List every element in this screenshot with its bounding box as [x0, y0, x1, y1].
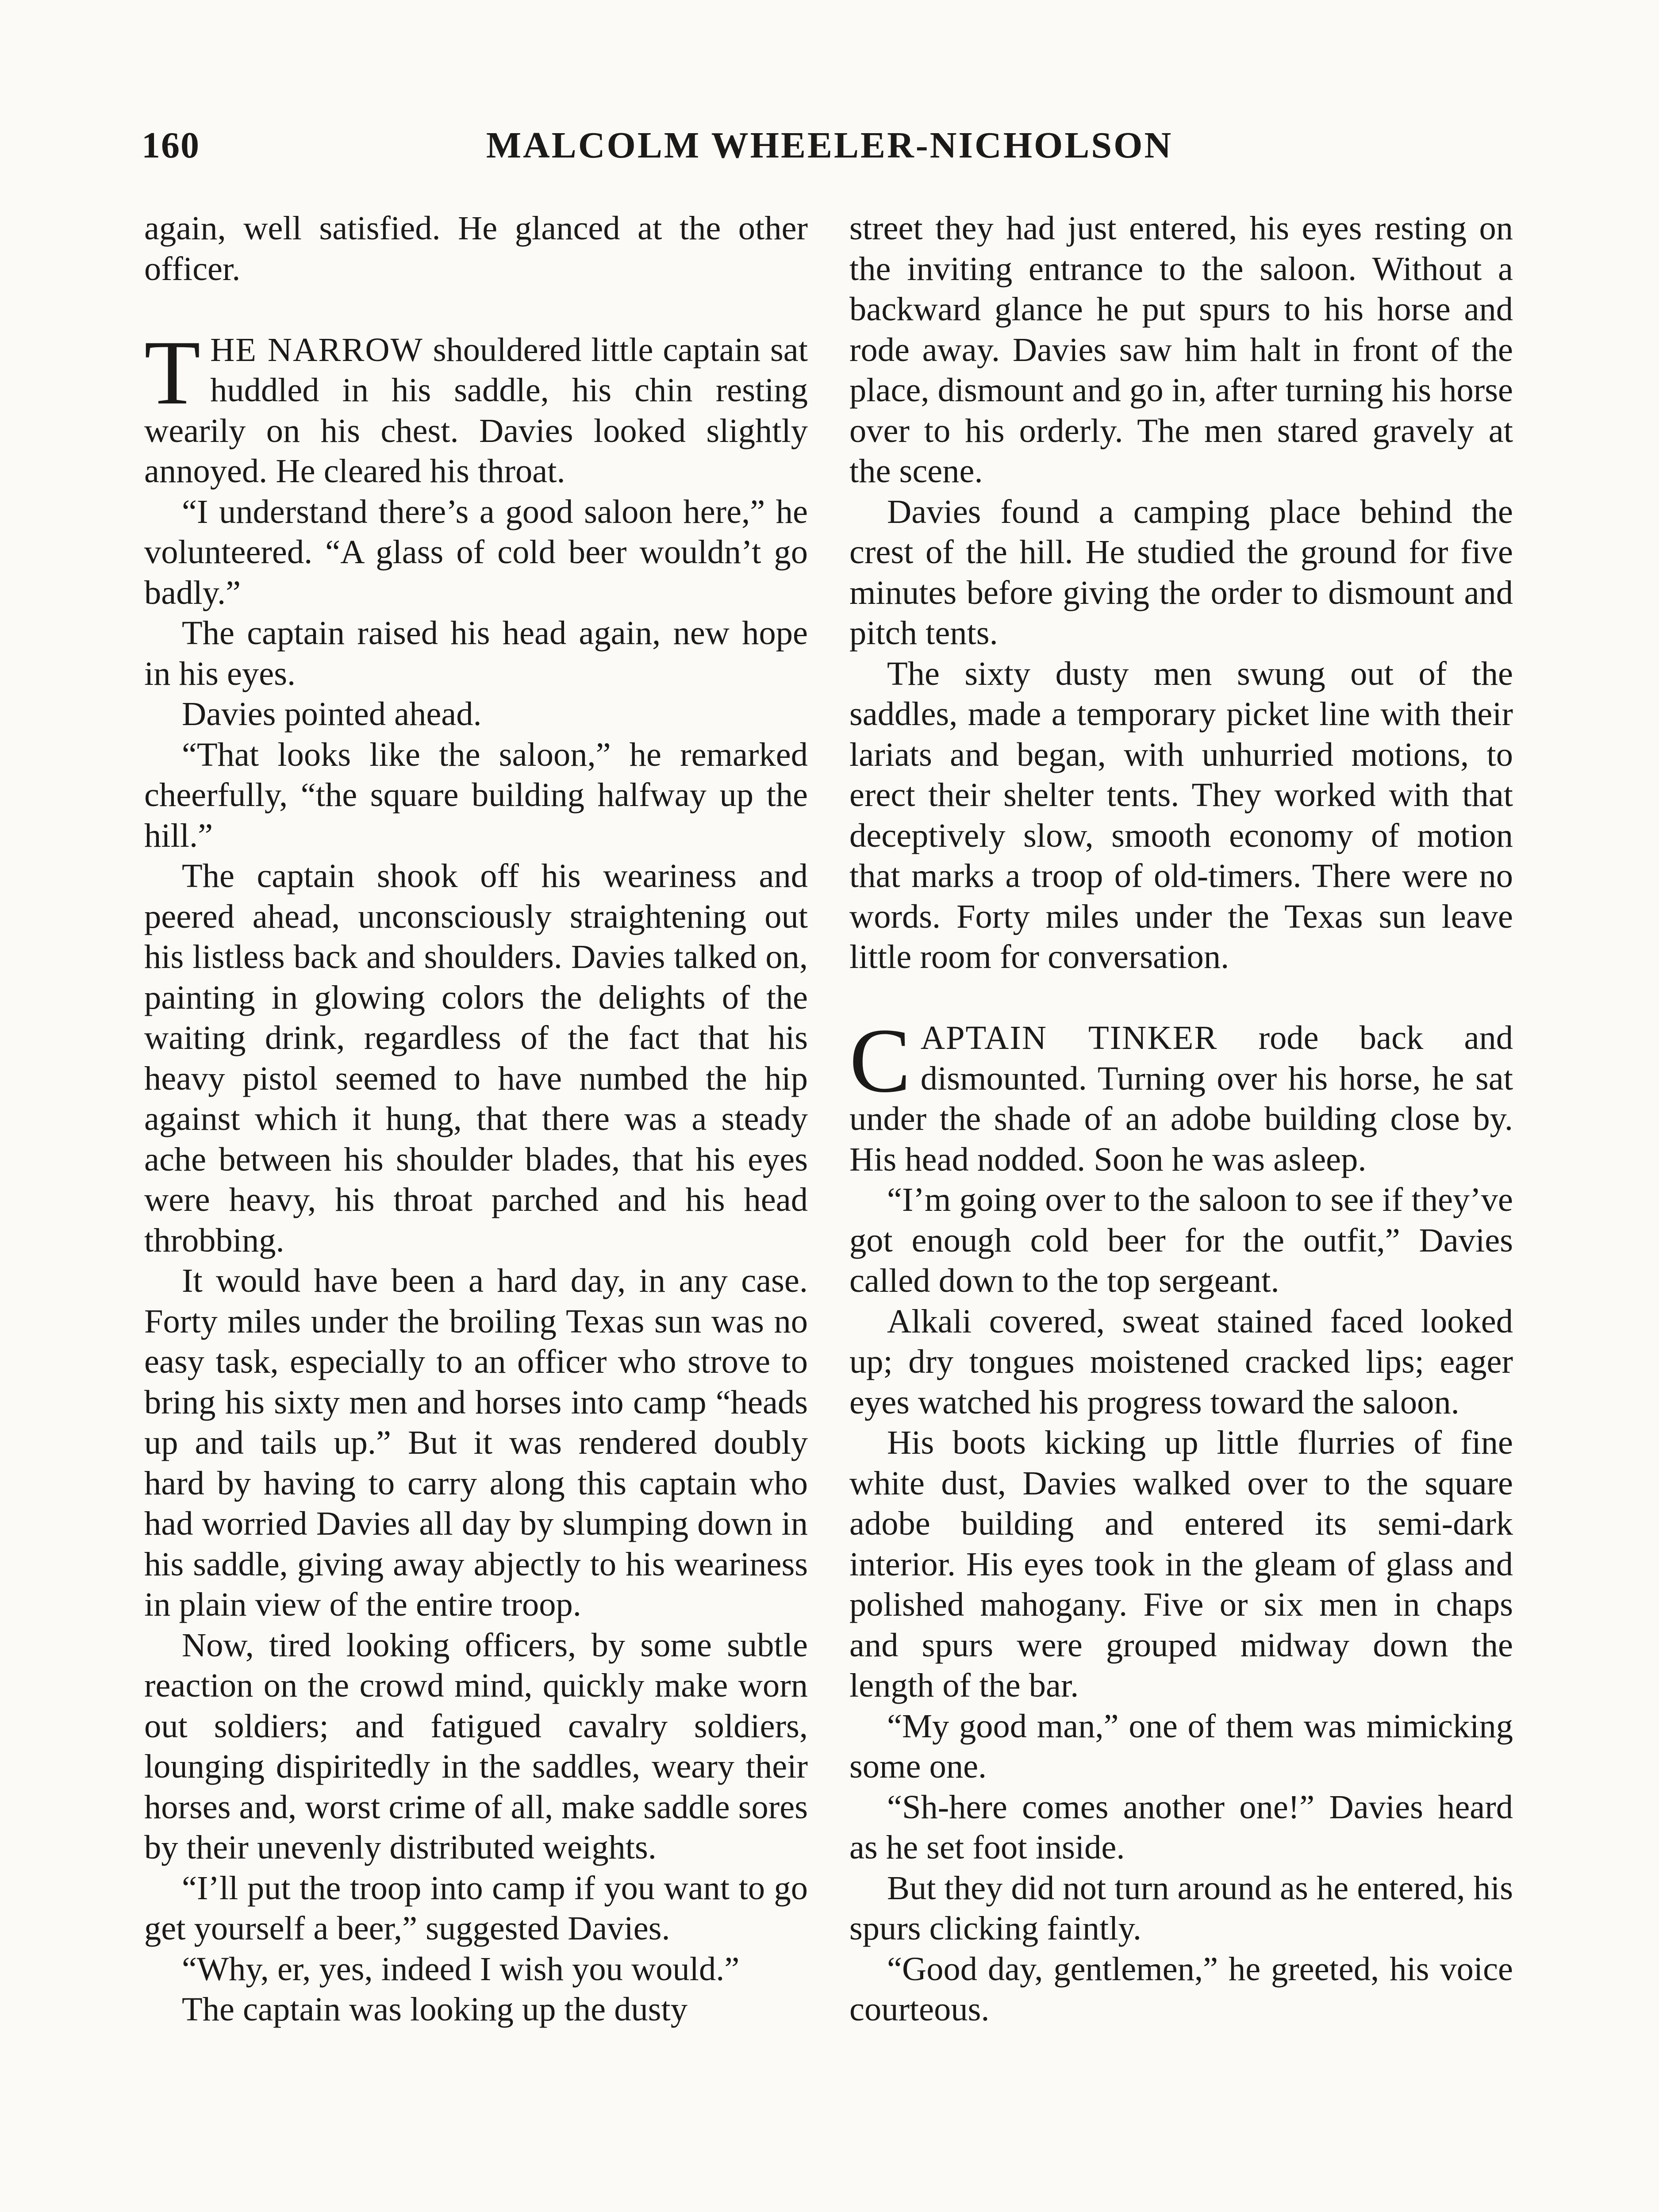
left-column: [144, 208, 808, 2030]
lead-in-caps: HE NARROW: [210, 330, 423, 369]
drop-cap: C: [849, 1010, 911, 1111]
paragraph: “Sh-here comes another one!” Davies heard as he set foot inside.: [849, 1788, 1513, 1866]
paragraph: “I’m going over to the saloon to see if they’ve got enough cold beer for the outfit,” Davies called down to the top sergeant.: [849, 1181, 1513, 1299]
paragraph: Davies found a camping place behind the crest of the hill. He studied the ground for five minutes before giving the order to dismount and pitch tents.: [849, 492, 1513, 652]
paragraph: “My good man,” one of them was mimicking some one.: [849, 1707, 1513, 1785]
paragraph: Alkali covered, sweat stained faced looked up; dry tongues moistened cracked lips; eager eyes watched his progress toward the saloon.: [849, 1302, 1513, 1421]
page-header: [142, 124, 1517, 177]
paragraph: The captain was looking up the dusty: [182, 1990, 688, 2028]
paragraph: Now, tired looking officers, by some subtle reaction on the crowd mind, quickly make worn out soldiers; and fatigued cavalry soldiers, lounging dispiritedly in the saddles, weary their horses and, worst crime of all, make saddle sores by their unevenly distributed weights.: [144, 1626, 808, 1866]
paragraph: The sixty dusty men swung out of the saddles, made a temporary picket line with their lariats and began, with unhurried motions, to erect their shelter tents. They worked with that deceptively slow, smooth economy of motion that marks a troop of old-timers. There were no words. Forty miles under the Texas sun leave little room for conversation.: [849, 654, 1513, 975]
page-number: 160: [142, 125, 200, 166]
drop-cap: T: [144, 321, 201, 423]
paragraph: “That looks like the saloon,” he remarked cheerfully, “the square building halfway up the hill.”: [144, 735, 808, 854]
paragraph: The captain shook off his weariness and peered ahead, unconsciously straightening out his listless back and shoulders. Davies talked on, painting in glowing colors the delights of the waiting drink, regardless of the fact that his heavy pistol seemed to have numbed the hip against which it hung, that there was a steady ache between his shoulder blades, that his eyes were heavy, his throat parched and his head throbbing.: [144, 857, 808, 1259]
lead-in-caps: APTAIN TINKER: [920, 1019, 1218, 1056]
paragraph: It would have been a hard day, in any case. Forty miles under the broiling Texas sun was no easy task, especially to an officer who strove to bring his sixty men and horses into camp “heads up and tails up.” But it was rendered doubly hard by having to carry along this captain who had worried Davies all day by slumping down in his saddle, giving away abjectly to his weariness in plain view of the entire troop.: [144, 1262, 808, 1623]
paragraph: “Why, er, yes, indeed I wish you would.”: [182, 1950, 740, 1988]
running-head: MALCOLM WHEELER-NICHOLSON: [486, 125, 1173, 166]
section-opening-paragraph: [144, 321, 808, 492]
paragraph: But they did not turn around as he entered, his spurs clicking faintly.: [849, 1869, 1513, 1947]
paragraph-text: rode back and dismounted. Turning over his horse, he sat under the shade of an adobe building close by. His head nodded. Soon he was asleep.: [849, 1019, 1513, 1178]
paragraph: again, well satisfied. He glanced at the other officer.: [144, 209, 808, 288]
section-opening-paragraph: [849, 1010, 1513, 1179]
paragraph: Davies pointed ahead.: [182, 695, 482, 733]
paragraph: “Good day, gentlemen,” he greeted, his voice courteous.: [849, 1950, 1513, 2028]
right-column: [849, 208, 1513, 2030]
paragraph: “I’ll put the troop into camp if you want to go get yourself a beer,” suggested Davies.: [144, 1869, 808, 1947]
paragraph-text: shouldered little captain sat huddled in his saddle, his chin resting wearily on his chest. Davies looked slightly annoyed. He cleared his throat.: [144, 330, 808, 490]
paragraph: The captain raised his head again, new hope in his eyes.: [144, 614, 808, 692]
paragraph: “I understand there’s a good saloon here,” he volunteered. “A glass of cold beer wouldn’t go badly.”: [144, 492, 808, 611]
paragraph: His boots kicking up little flurries of fine white dust, Davies walked over to the square adobe building and entered its semi-dark interior. His eyes took in the gleam of glass and polished mahogany. Five or six men in chaps and spurs were grouped midway down the length of the bar.: [849, 1424, 1513, 1704]
paragraph: street they had just entered, his eyes resting on the inviting entrance to the saloon. Without a backward glance he put spurs to his horse and rode away. Davies saw him halt in front of the place, dismount and go in, after turning his horse over to his orderly. The men stared gravely at the scene.: [849, 209, 1513, 490]
